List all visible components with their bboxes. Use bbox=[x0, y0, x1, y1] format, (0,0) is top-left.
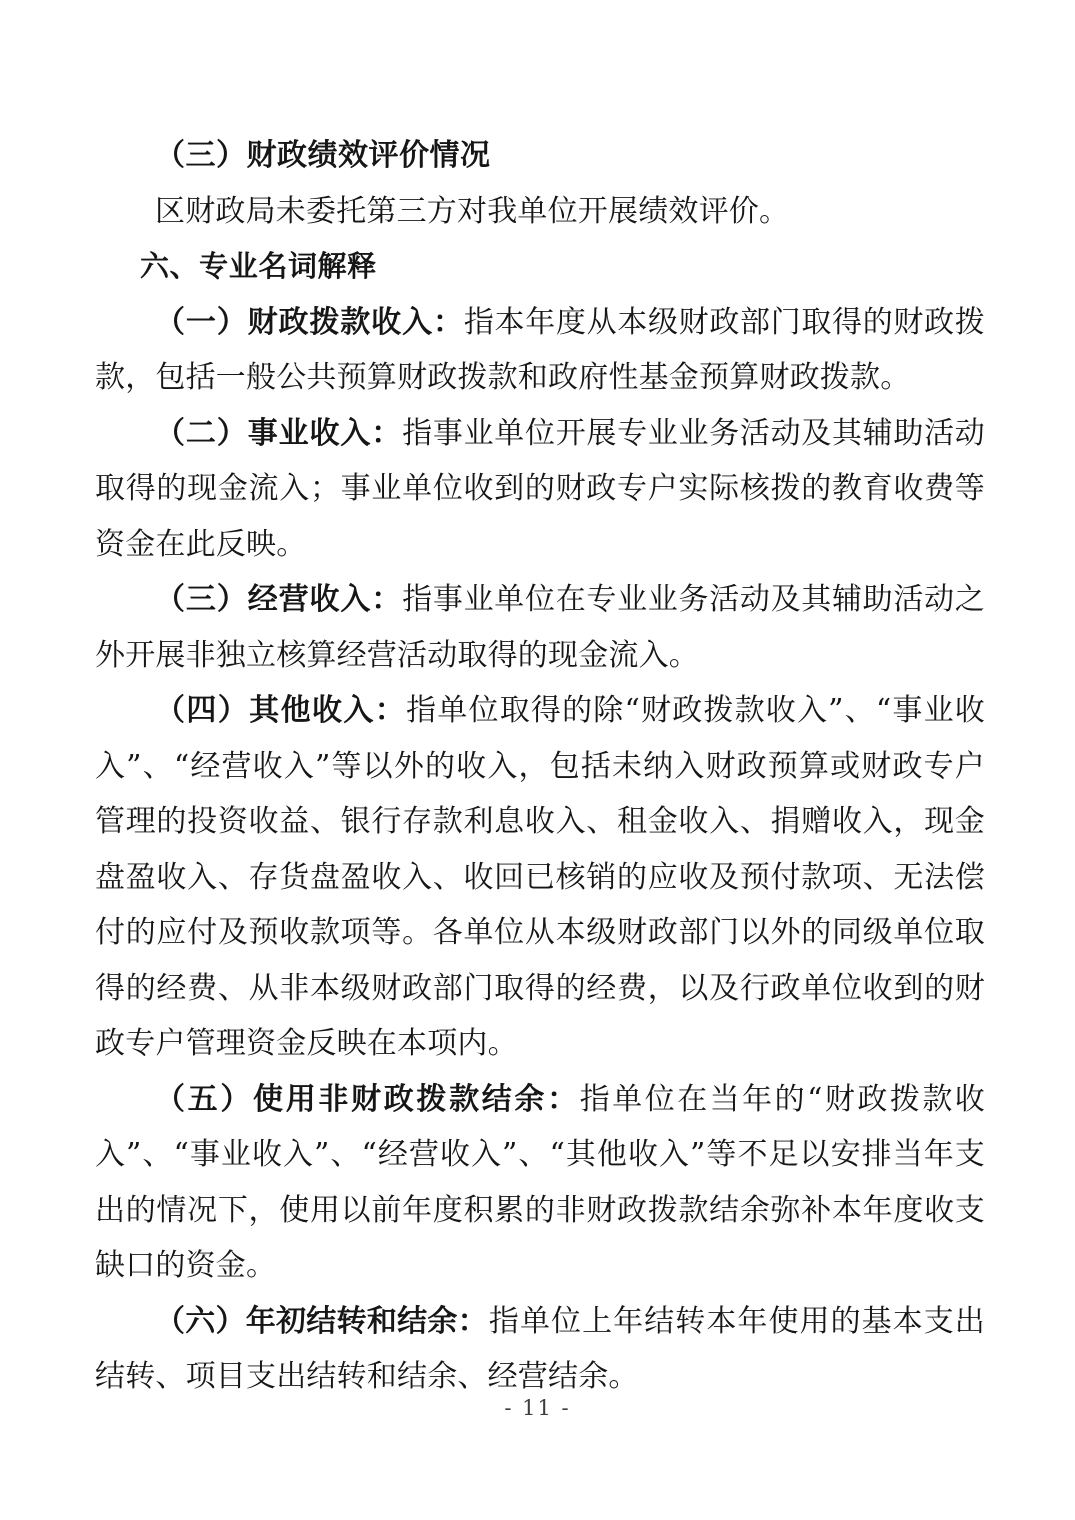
term-colon: ： bbox=[547, 1081, 580, 1117]
term-definition-item bbox=[95, 572, 985, 683]
term-definition-item bbox=[95, 406, 985, 573]
term-definition-item bbox=[95, 295, 985, 406]
term-description: 指事业单位在专业业务活动及其辅助活动之外开展非独立核算经营活动取得的现金流入。 bbox=[95, 582, 985, 673]
term-label: （四）其他收入 bbox=[155, 693, 375, 728]
term-label: （六）年初结转和结余 bbox=[155, 1303, 458, 1339]
term-label: （三）经营收入 bbox=[155, 582, 372, 617]
term-description: 指事业单位开展专业业务活动及其辅助活动取得的现金流入；事业单位收到的财政专户实际核拨的教育收费等资金在此反映。 bbox=[95, 415, 985, 562]
term-definition-item bbox=[95, 1072, 985, 1294]
term-definition-item bbox=[95, 1294, 985, 1405]
subsection-heading-performance-evaluation: （三）财政绩效评价情况 bbox=[155, 138, 491, 173]
term-colon: ： bbox=[432, 304, 464, 340]
term-description: 指单位在当年的“财政拨款收入”、“事业收入”、“经营收入”、“其他收入”等不足以安排当年支出的情况下，使用以前年度积累的非财政拨款结余弥补本年度收支缺口的资金。 bbox=[95, 1081, 986, 1283]
page-content bbox=[95, 128, 985, 1405]
term-colon: ： bbox=[371, 415, 403, 451]
term-label: （五）使用非财政拨款结余 bbox=[155, 1081, 548, 1117]
term-colon: ： bbox=[374, 693, 407, 728]
term-definition-item bbox=[95, 683, 985, 1072]
paragraph-performance-evaluation-body: 区财政局未委托第三方对我单位开展绩效评价。 bbox=[155, 193, 790, 229]
section-heading-terminology: 六、专业名词解释 bbox=[139, 249, 377, 283]
term-label: （一）财政拨款收入 bbox=[155, 304, 433, 340]
term-label: （二）事业收入 bbox=[155, 415, 372, 451]
term-description: 指单位取得的除“财政拨款收入”、“事业收入”、“经营收入”等以外的收入，包括未纳入财政预算或财政专户管理的投资收益、银行存款利息收入、租金收入、捐赠收入，现金盘盈收入、存货盘盈收入、收回已核销的应收及预付款项、无法偿付的应付及预收款项等。各单位从本级财政部门以外的同级单位取得的经费、从非本级财政部门取得的经费，以及行政单位收到的财政专户管理资金反映在本项内。 bbox=[95, 693, 986, 1061]
page-number: - 11 - bbox=[504, 1396, 571, 1420]
term-colon: ： bbox=[457, 1303, 489, 1339]
term-description: 指单位上年结转本年使用的基本支出结转、项目支出结转和结余、经营结余。 bbox=[95, 1303, 986, 1394]
term-description: 指本年度从本级财政部门取得的财政拨款，包括一般公共预算财政拨款和政府性基金预算财政拨款。 bbox=[95, 304, 985, 395]
term-colon: ： bbox=[371, 582, 403, 617]
